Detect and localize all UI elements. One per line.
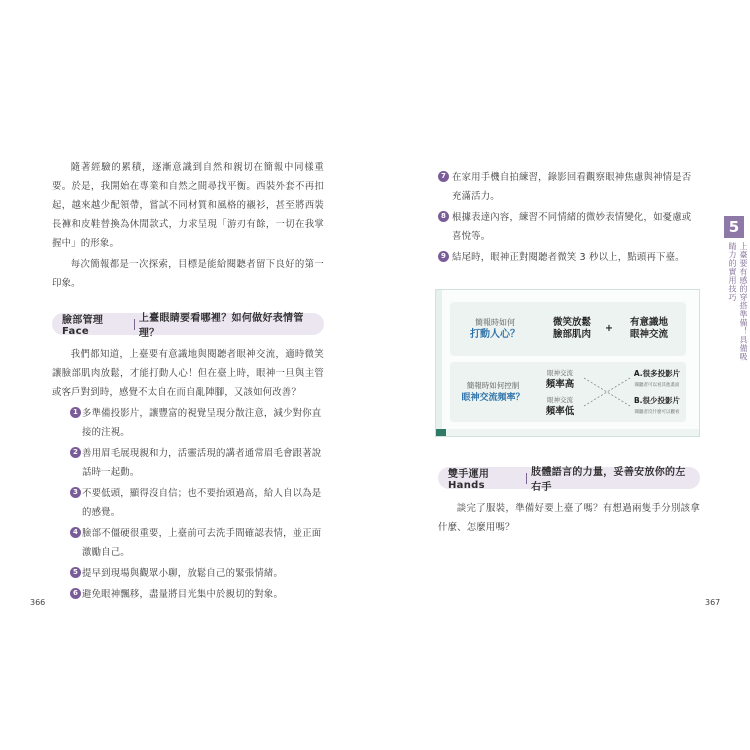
list-item: 2 善用眉毛展現親和力，活靈活現的講者通常眉毛會跟著說話時一起動。 (52, 444, 324, 482)
number-badge: 4 (70, 527, 81, 538)
face-section-heading (52, 313, 324, 339)
list-item: 6 避免眼神飄移，盡量將目光集中於親切的對象。 (52, 585, 324, 604)
face-tips-list-continued (438, 168, 700, 267)
slide-question-1: 簡報時如何 打動人心？ (470, 318, 520, 340)
page-number-left: 366 (30, 598, 46, 607)
left-paragraph-1: 隨著經驗的累積，逐漸意識到自然和親切在簡報中同樣重要。於是，我開始在專業和自然之間尋找平衡。西裝外套不再扣起，越來越少配領帶，嘗試不同材質和風格的襯衫，甚至將西裝長褲和皮鞋替換為休閒款式，力求呈現「游刃有餘，一切在我掌握中」的形象。 (52, 162, 324, 249)
left-paragraph-3: 我們都知道，上臺要有意識地與閱聽者眼神交流，適時微笑讓臉部肌肉放鬆，才能打動人心！但在臺上時，眼神一旦與主管或客戶對到時，感覺不太自在而自亂陣腳，又該如何改善？ (52, 349, 324, 398)
list-item: 7 在家用手機自拍練習，錄影回看觀察眼神焦慮與神情是否充滿活力。 (438, 168, 700, 206)
heading-divider (134, 319, 135, 330)
chapter-tab (718, 216, 750, 361)
number-badge: 3 (70, 487, 81, 498)
number-badge: 7 (438, 171, 449, 182)
number-badge: 6 (70, 588, 81, 599)
left-paragraph-2: 每次簡報都是一次探索，目標是能給閱聽者留下良好的第一印象。 (52, 259, 324, 289)
slide-question-2: 簡報時如何控制 眼神交流頻率？ (461, 381, 525, 403)
heading-divider (526, 473, 527, 484)
face-tips-list (52, 404, 324, 604)
slide-illustration (435, 289, 700, 437)
number-badge: 8 (438, 211, 449, 222)
slide-answer-1: 微笑放鬆 臉部肌肉 (552, 317, 591, 340)
frequency-high: 眼神交流 頻率高 (545, 369, 575, 390)
chapter-number: 5 (724, 216, 744, 238)
right-lower-content (438, 467, 700, 537)
heading-en: 臉部管理 Face (62, 315, 104, 337)
hands-section-heading (438, 467, 700, 493)
slide-footer (436, 429, 699, 436)
slide-sidebar (436, 290, 442, 436)
list-item: 4 臉部不僵硬很重要，上臺前可去洗手間確認表情，並正面激勵自己。 (52, 524, 324, 562)
slide-card-top (450, 302, 686, 356)
frequency-low: 眼神交流 頻率低 (545, 396, 575, 417)
option-a: A.很多投影片 閱聽者可以看其他畫面 (633, 369, 681, 388)
number-badge: 5 (70, 567, 81, 578)
number-badge: 1 (70, 407, 81, 418)
list-item: 8 根據表達內容，練習不同情緒的微妙表情變化，如憂慮或喜悅等。 (438, 208, 700, 246)
heading-zh: 上臺眼睛要看哪裡？如何做好表情管理？ (138, 313, 304, 339)
option-b: B.很少投影片 閱聽者沒什麼可以觀看 (633, 396, 681, 415)
heading-zh: 肢體語言的力量，妥善安放你的左右手 (531, 467, 686, 493)
slide-card-bottom (450, 362, 686, 422)
cross-arrows (582, 372, 632, 412)
list-item: 9 結尾時，眼神正對閱聽者微笑 3 秒以上，點頭再下臺。 (438, 248, 700, 267)
page-number-right: 367 (705, 598, 721, 607)
slide-footer-mark (436, 429, 446, 436)
right-paragraph-1: 談完了服裝，準備好要上臺了嗎？有想過兩隻手分別該拿什麼、怎麼用嗎？ (438, 503, 700, 533)
heading-en: 雙手運用 Hands (448, 469, 490, 491)
list-item: 1 多準備投影片，讓豐富的視覺呈現分散注意，減少對你直接的注視。 (52, 404, 324, 442)
number-badge: 2 (70, 447, 81, 458)
slide-answer-2: 有意識地 眼神交流 (629, 317, 668, 340)
chapter-title: 上臺要有感的穿搭準備！具備吸睛力的實用技巧 (728, 242, 748, 361)
list-item: 3 不要低頭，顯得沒自信；也不要抬頭過高，給人自以為是的感覺。 (52, 484, 324, 522)
right-page (438, 168, 700, 267)
list-item: 5 提早到現場與觀眾小聊，放鬆自己的緊張情緒。 (52, 564, 324, 583)
number-badge: 9 (438, 251, 449, 262)
left-page (52, 150, 324, 604)
plus-sign: + (605, 323, 613, 334)
